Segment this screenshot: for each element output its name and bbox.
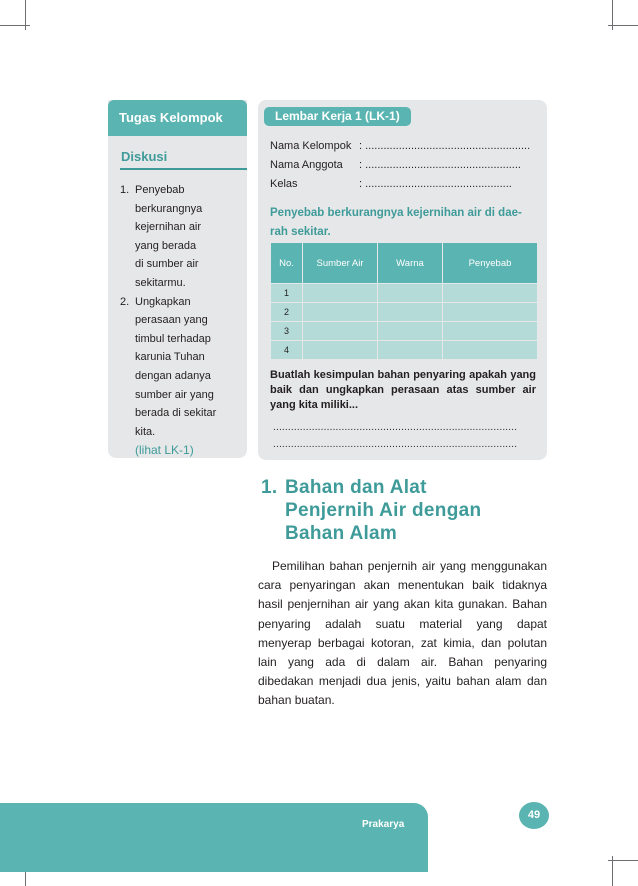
- row-number: 3: [271, 322, 303, 341]
- worksheet-reference-link[interactable]: (lihat LK-1): [135, 443, 194, 458]
- row-number: 1: [271, 284, 303, 303]
- column-header-water-source: Sumber Air: [303, 243, 378, 284]
- table-cell[interactable]: [443, 303, 538, 322]
- crop-mark: [0, 25, 30, 26]
- table-cell[interactable]: [303, 322, 378, 341]
- crop-mark: [608, 25, 638, 26]
- discussion-title: Diskusi: [121, 149, 168, 164]
- section-number: 1.: [261, 477, 278, 498]
- table-cell[interactable]: [443, 322, 538, 341]
- table-cell[interactable]: [303, 341, 378, 360]
- observation-table: [270, 242, 538, 360]
- table-cell[interactable]: [378, 322, 443, 341]
- page-number: 49: [519, 802, 549, 829]
- worksheet-instruction: Buatlah kesimpulan bahan penyaring apakah yang baik dan ungkapkan perasaan atas sumber air yang kita miliki...: [270, 369, 536, 411]
- group-name-field[interactable]: Nama Kelompok : ......................................................: [270, 140, 531, 152]
- row-number: 2: [271, 303, 303, 322]
- group-members-field[interactable]: Nama Anggota : ...................................................: [270, 159, 521, 171]
- discussion-list: [120, 181, 244, 460]
- discussion-item: 1. Penyebab berkurangnya kejernihan air yang berada di sumber air sekitarmu.: [120, 184, 203, 289]
- table-row: [271, 341, 538, 360]
- column-header-no: No.: [271, 243, 303, 284]
- column-header-cause: Penyebab: [443, 243, 538, 284]
- worksheet-tab-label: Lembar Kerja 1 (LK-1): [264, 107, 411, 126]
- discussion-divider: [120, 168, 247, 170]
- crop-mark: [608, 860, 638, 861]
- worksheet-question: Penyebab berkurangnya kejernihan air di dae-rah sekitar.: [270, 207, 522, 238]
- section-heading: 1. Bahan dan Alat Penjernih Air dengan Bahan Alam: [261, 477, 482, 544]
- table-cell[interactable]: [378, 284, 443, 303]
- answer-line[interactable]: ..................................................................................: [273, 422, 518, 433]
- group-task-header: Tugas Kelompok: [108, 100, 247, 136]
- table-row: [271, 322, 538, 341]
- section-body-paragraph: Pemilihan bahan penjernih air yang menggunakan cara penyaringan akan menentukan baik tidaknya hasil penjernihan air yang akan kita gunakan. Bahan penyaring adalah suatu material yang dapat menyerap berbagai kotoran, zat kimia, dan polutan lain yang ada di dalam air. Bahan penyaring dibedakan menjadi dua jenis, yaitu bahan alam dan bahan buatan.: [258, 559, 547, 708]
- table-cell[interactable]: [303, 303, 378, 322]
- table-cell[interactable]: [378, 341, 443, 360]
- table-row: [271, 303, 538, 322]
- table-cell[interactable]: [443, 341, 538, 360]
- table-row: [271, 284, 538, 303]
- table-header-row: [271, 243, 538, 284]
- table-cell[interactable]: [378, 303, 443, 322]
- row-number: 4: [271, 341, 303, 360]
- table-cell[interactable]: [443, 284, 538, 303]
- footer-book-title: Prakarya: [362, 819, 405, 830]
- group-task-panel: [108, 100, 247, 458]
- table-cell[interactable]: [303, 284, 378, 303]
- answer-line[interactable]: ..................................................................................: [273, 439, 518, 450]
- column-header-color: Warna: [378, 243, 443, 284]
- footer-bar: [0, 803, 428, 872]
- class-field[interactable]: Kelas : ................................................: [270, 178, 512, 190]
- worksheet-panel: [258, 100, 547, 460]
- discussion-item: 2. Ungkapkan perasaan yang timbul terhadap karunia Tuhan dengan adanya sumber air yang berada di sekitar kita. (lihat LK-1): [120, 293, 244, 460]
